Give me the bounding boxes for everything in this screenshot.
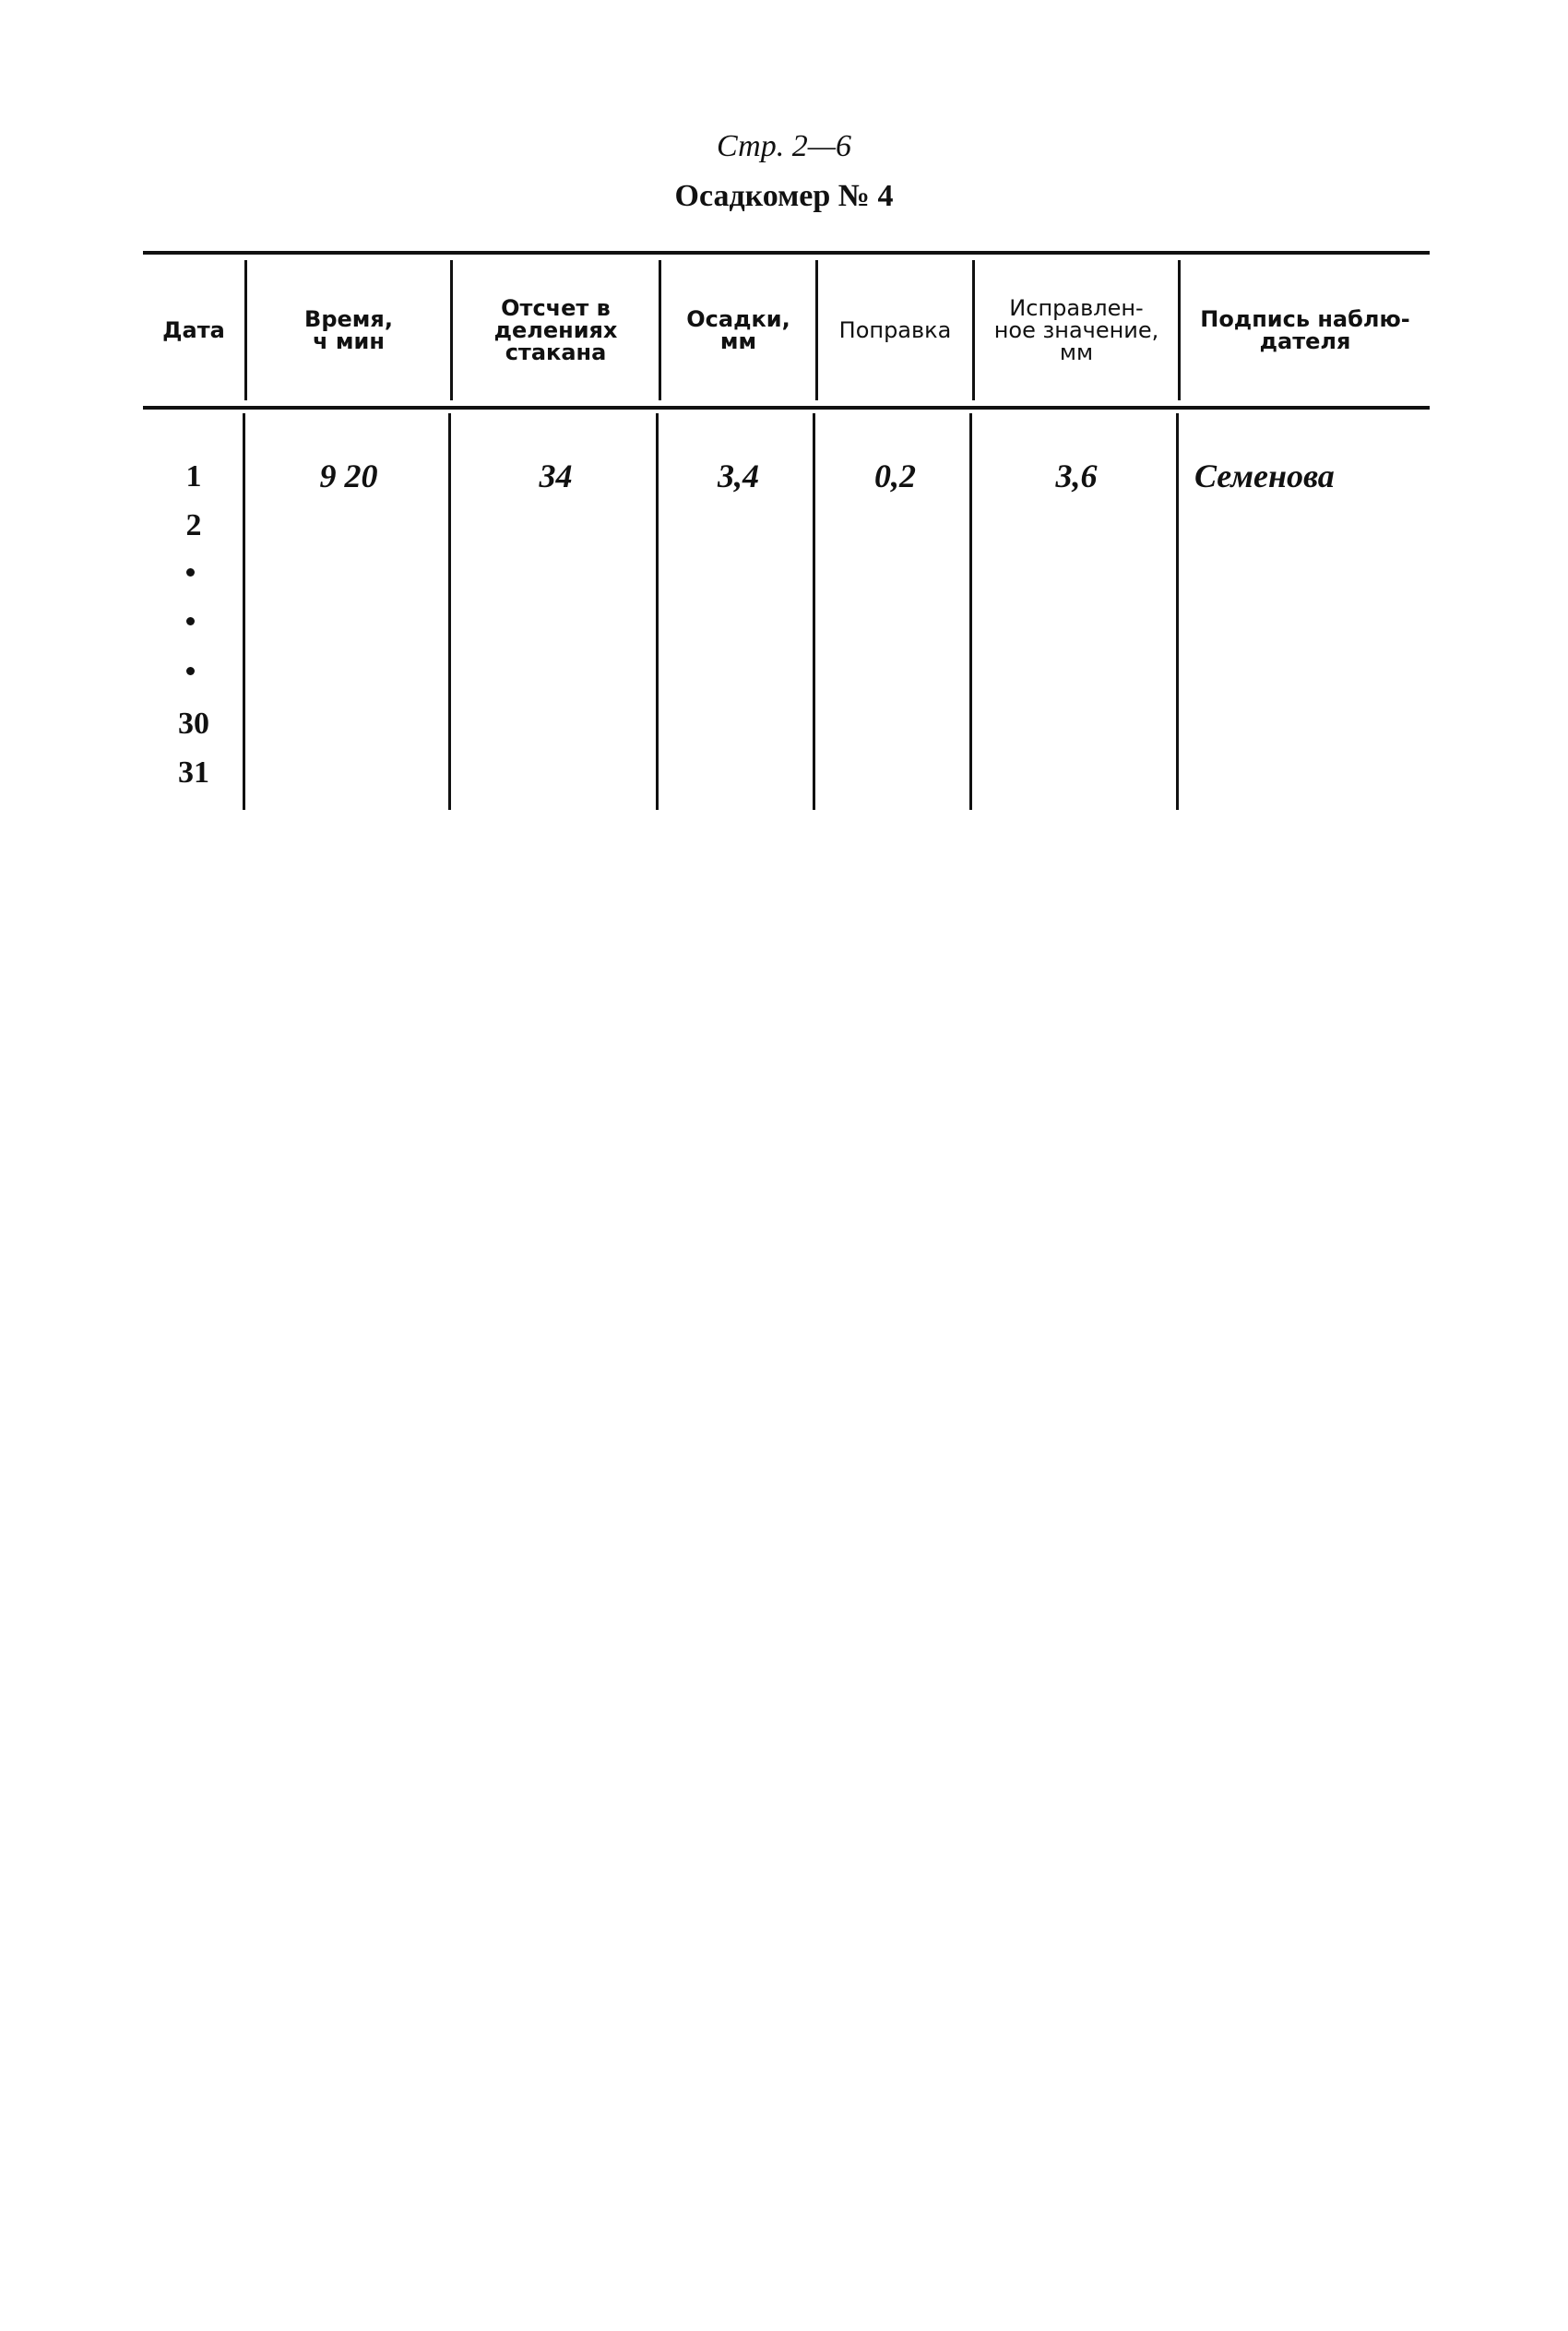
header-precipitation [661,258,815,402]
observer-signature: Семенова [1194,458,1335,494]
correction-value: 0,2 [874,458,916,494]
time-value: 9 20 [319,458,378,494]
header-reading-label: Отсчет в делениях стакана [493,295,618,365]
ellipsis-dot [186,667,195,675]
header-date [143,258,244,402]
page-label: Стр. 2—6 [717,129,851,163]
header-correction [818,258,972,402]
header-precipitation-label: Осадки, мм [686,306,790,354]
header-correction-label: Поправка [838,317,952,343]
ellipsis-dot [186,617,195,625]
header-date-label: Дата [162,317,225,343]
date-cell: 30 [178,707,209,741]
header-corrected-value-label: Исправлен- ное значение, мм [993,295,1159,365]
ellipsis-dot [186,568,195,577]
reading-value: 34 [539,458,573,494]
table-top-rule [143,251,1430,255]
table-title: Осадкомер № 4 [674,179,894,213]
header-time-label: Время, ч мин [304,306,393,354]
corrected-value: 3,6 [1055,458,1098,494]
header-corrected-value [975,258,1178,402]
date-cell: 2 [185,508,202,542]
header-bottom-rule [143,406,1430,410]
header-reading [453,258,659,402]
header-signature [1181,258,1430,402]
header-signature-label: Подпись наблю- дателя [1200,306,1410,354]
date-cell: 1 [185,459,202,494]
date-cell: 31 [178,755,209,790]
precipitation-value: 3,4 [718,458,759,494]
header-time [247,258,450,402]
